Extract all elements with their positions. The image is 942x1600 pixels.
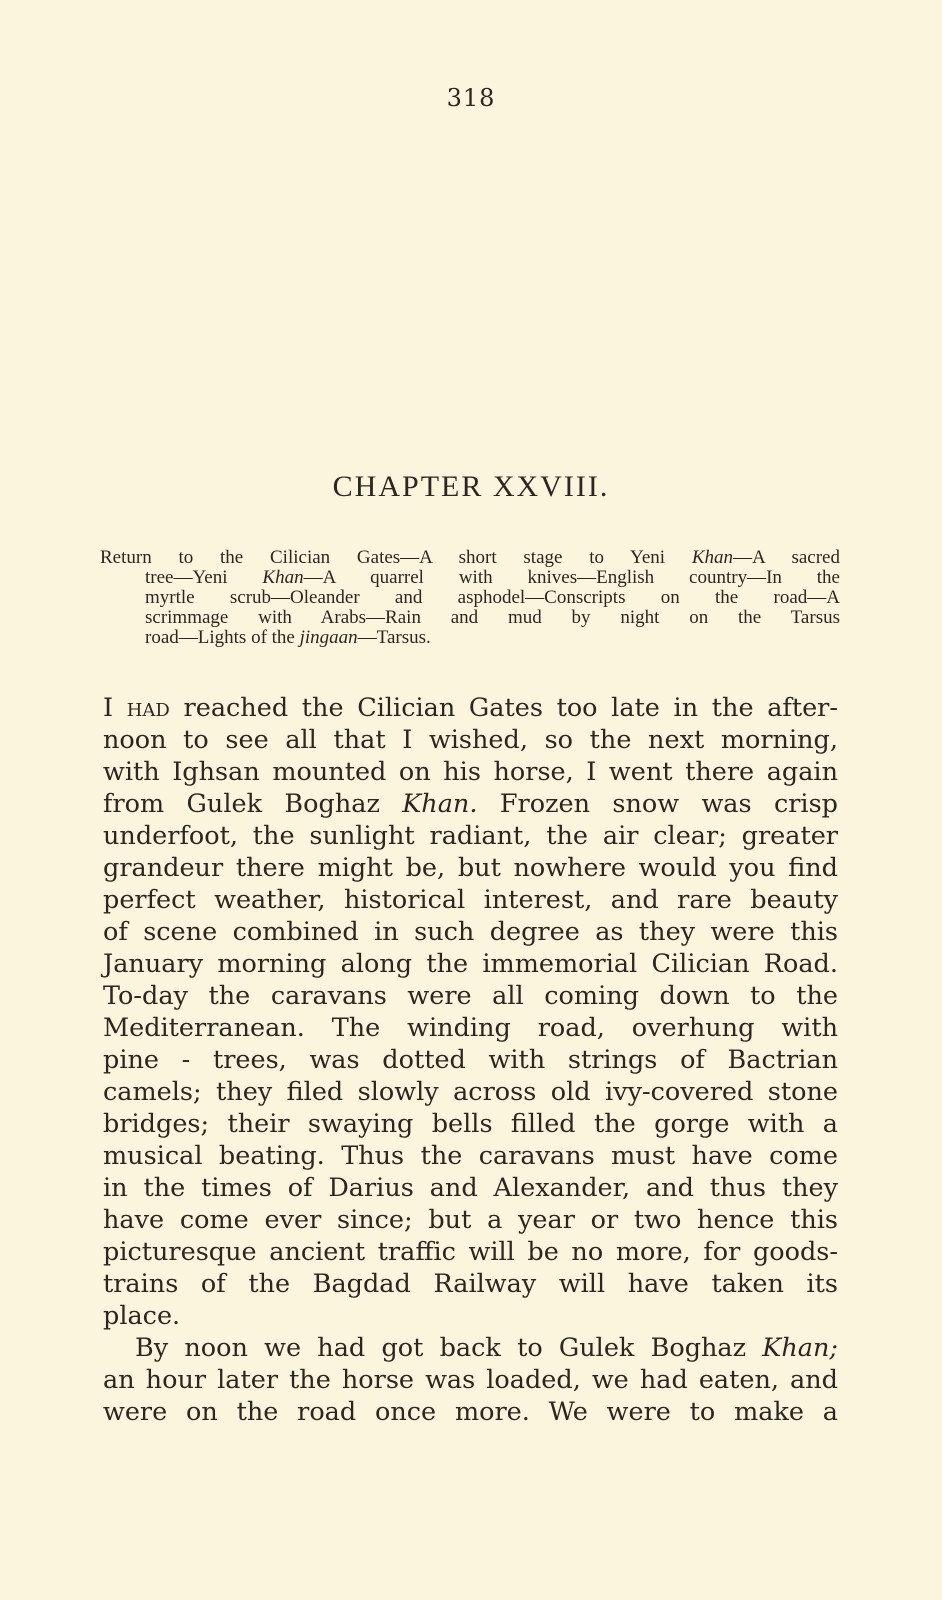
body-text bbox=[103, 692, 838, 1428]
body-line: with Ighsan mounted on his horse, I went there again bbox=[103, 757, 838, 787]
body-line: Mediterranean. The winding road, overhung with bbox=[103, 1013, 838, 1043]
body-line: an hour later the horse was loaded, we had eaten, and bbox=[103, 1365, 838, 1395]
paragraph-1 bbox=[103, 692, 838, 1332]
body-line: camels; they filed slowly across old ivy-covered stone bbox=[103, 1077, 838, 1107]
synopsis-line: road—Lights of the jingaan—Tarsus. bbox=[145, 627, 431, 648]
body-line: place. bbox=[103, 1301, 181, 1331]
synopsis-line: tree—Yeni Khan—A quarrel with knives—English country—In the bbox=[145, 567, 840, 588]
body-line: By noon we had got back to Gulek Boghaz Khan; bbox=[135, 1333, 838, 1363]
body-line: trains of the Bagdad Railway will have taken its bbox=[103, 1269, 838, 1299]
body-line: bridges; their swaying bells filled the gorge with a bbox=[103, 1109, 838, 1139]
body-line: pine - trees, was dotted with strings of Bactrian bbox=[103, 1045, 838, 1075]
body-line: from Gulek Boghaz Khan. Frozen snow was crisp bbox=[103, 789, 838, 819]
body-line: perfect weather, historical interest, and rare beauty bbox=[103, 885, 838, 915]
body-line: were on the road once more. We were to make a bbox=[103, 1397, 838, 1427]
chapter-synopsis bbox=[100, 548, 840, 648]
synopsis-line: Return to the Cilician Gates—A short stage to Yeni Khan—A sacred bbox=[100, 547, 840, 568]
body-line: musical beating. Thus the caravans must have come bbox=[103, 1141, 838, 1171]
body-line: January morning along the immemorial Cilician Road. bbox=[103, 949, 838, 979]
paragraph-2 bbox=[103, 1332, 838, 1428]
synopsis-line: scrimmage with Arabs—Rain and mud by night on the Tarsus bbox=[145, 607, 840, 628]
chapter-title: CHAPTER XXVIII. bbox=[332, 470, 610, 503]
body-line: noon to see all that I wished, so the next morning, bbox=[103, 725, 838, 755]
body-line: of scene combined in such degree as they were this bbox=[103, 917, 838, 947]
body-line: underfoot, the sunlight radiant, the air clear; greater bbox=[103, 821, 838, 851]
synopsis-line: myrtle scrub—Oleander and asphodel—Conscripts on the road—A bbox=[145, 587, 840, 608]
page-number: 318 bbox=[446, 84, 496, 112]
body-line: grandeur there might be, but nowhere would you find bbox=[103, 853, 838, 883]
body-line: have come ever since; but a year or two hence this bbox=[103, 1205, 838, 1235]
body-line: picturesque ancient traffic will be no more, for goods- bbox=[103, 1237, 838, 1267]
body-line: I had reached the Cilician Gates too late in the after- bbox=[103, 693, 838, 723]
body-line: in the times of Darius and Alexander, and thus they bbox=[103, 1173, 838, 1203]
body-line: To-day the caravans were all coming down to the bbox=[103, 981, 838, 1011]
